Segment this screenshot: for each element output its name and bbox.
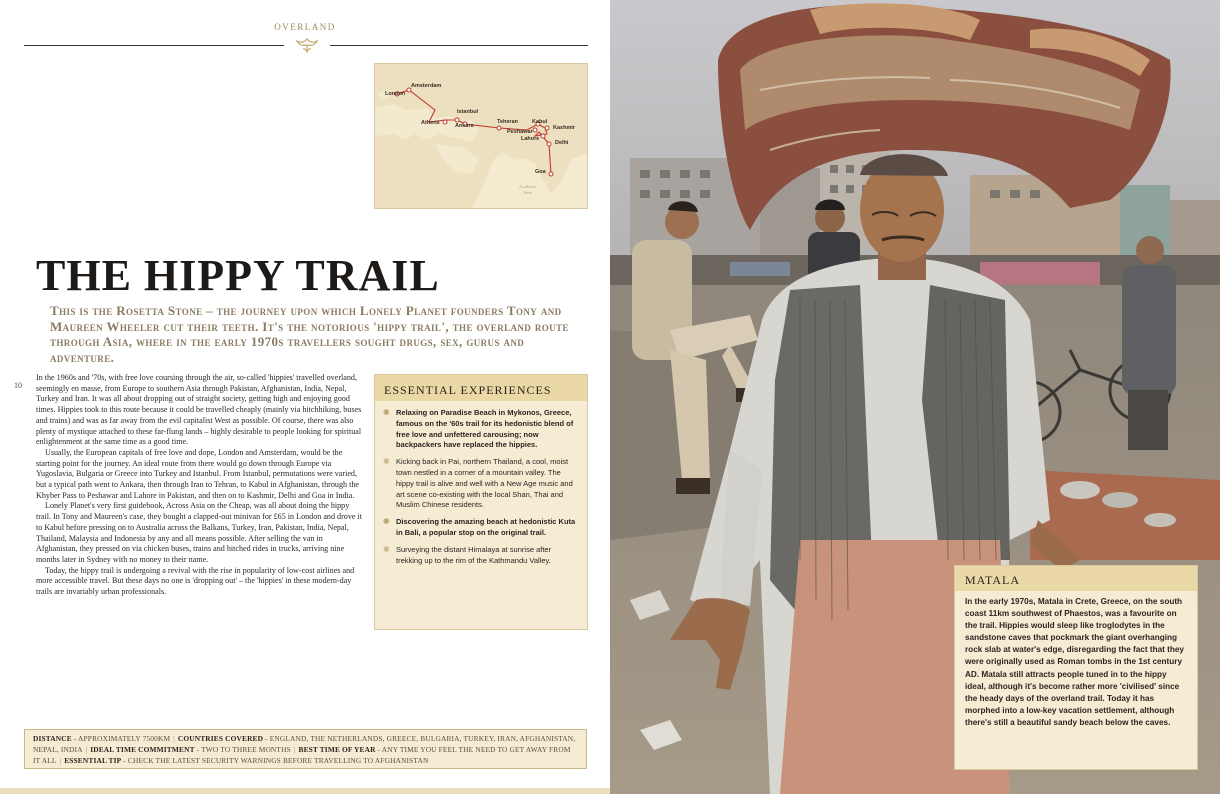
map-label-london: London xyxy=(385,91,406,97)
experience-text: Surveying the distant Himalaya at sunrise after trekking up to the rim of the Kathmandu Valley. xyxy=(396,544,552,565)
body-paragraph-1: In the 1960s and '70s, with free love coursing through the air, so-called 'hippies' travelled overland, seemingly en masse, from Europe to southern Asia through Pakistan, Afghanistan, India, Nepal, Turkey and Iran. It was all about dropping out of straight society, getting high and enjoying good times. Hippies took to this route because it could be travelled cheaply (mainly via hitchhiking, buses and trains) and was as far away from the evil capitalist West as possible. Of course, there was also plenty of mystique attached to these far-flung lands – highly desirable to people looking for spiritual enlightenment at the same time as a good time. xyxy=(36,373,362,447)
fact-best-time-label: BEST TIME OF YEAR xyxy=(298,744,376,754)
bullet-icon: ❋ xyxy=(383,457,390,467)
map-label-lahore: Lahore xyxy=(521,136,540,142)
map-graphic xyxy=(375,64,588,209)
essential-experiences-heading: ESSENTIAL EXPERIENCES xyxy=(375,375,587,401)
map-label-istanbul: Istanbul xyxy=(457,109,479,115)
header-rule-left xyxy=(24,45,284,46)
fact-distance-label: DISTANCE xyxy=(33,734,72,743)
map-label-athens: Athens xyxy=(421,120,440,126)
body-paragraph-3: Lonely Planet's very first guidebook, Across Asia on the Cheap, was all about doing the hippy trail. In Tony and Maureen's case, they bought a clapped-out minivan for £65 in London and drove it to Kabul before pressing on to Australia across the Balkans, Turkey, Iran, Pakistan, India, Nepal, Thailand, Malaysia and Indonesia by any and all means possible. After selling the van in Afghanistan, they pressed on via chicken buses, trains and hitched rides in trucks, arriving nine months later in Sydney with no money to their name. xyxy=(36,501,362,564)
fact-separator: | xyxy=(59,755,62,765)
page-title: THE HIPPY TRAIL xyxy=(36,251,440,300)
sea-label-line1: Arabian xyxy=(519,184,537,189)
fact-countries-label: COUNTRIES COVERED xyxy=(177,734,264,743)
fact-separator: | xyxy=(85,744,88,754)
experience-text: Kicking back in Pai, northern Thailand, a cool, moist town nestled in a corner of a mountain valley. The hippy trail is alive and well with a New Age music and art scene co-existing with the local Shan, Thai and Muslim Chinese residents. xyxy=(396,457,573,510)
matala-box xyxy=(954,565,1198,770)
map-label-kashmir: Kashmir xyxy=(553,125,576,131)
map-label-kabul: Kabul xyxy=(532,119,548,125)
experience-item xyxy=(383,517,579,539)
essential-experiences-list xyxy=(375,401,587,566)
matala-text: In the early 1970s, Matala in Crete, Greece, on the south coast 11km southwest of Phaestos, was a favourite on the trail. Hippies would sleep like troglodytes in the sandstone caves that pockmark the giant overhanging rock slab at water's edge, disregarding the fact that they were originally used as Roman tombs in the 1st century AD. Matala still attracts people tuned in to the hippy ideal, although it's become rather more 'civilised' since the heady days of the overland trail. Today it has morphed into a low-key vacation settlement, although there's still a beautiful sandy beach below the caves. xyxy=(965,597,1184,727)
map-label-peshawar: Peshawar xyxy=(507,129,533,135)
fact-distance-value: - APPROXIMATELY 7500KM xyxy=(71,734,171,743)
map-sea-label xyxy=(511,184,545,197)
fact-countries-value: - ENGLAND, THE NETHERLANDS, GREECE, BULGARIA, TURKEY, IRAN, AFGHANISTAN, NEPAL, INDIA xyxy=(33,734,576,754)
page-number: 10 xyxy=(14,381,22,390)
map-label-teheran: Teheran xyxy=(497,119,518,125)
fact-separator: | xyxy=(293,744,296,754)
section-label: OVERLAND xyxy=(274,22,336,32)
map-label-amsterdam: Amsterdam xyxy=(411,83,442,89)
sea-label-line2: Sea xyxy=(524,190,532,196)
body-paragraph-4: Today, the hippy trail is undergoing a revival with the rise in popularity of low-cost airlines and more accessible travel. But these days no one is 'dropping out' – the 'hippies' in these modern-day trails are invariably urban professionals. xyxy=(36,565,355,597)
fact-tip-label: ESSENTIAL TIP xyxy=(64,755,122,765)
experience-text: Discovering the amazing beach at hedonistic Kuta in Bali, a popular stop on the original trail. xyxy=(396,517,576,537)
experience-item xyxy=(383,408,579,451)
fact-time-label: IDEAL TIME COMMITMENT xyxy=(90,744,195,754)
fleuron-ornament-icon xyxy=(294,37,320,55)
experience-text: Relaxing on Paradise Beach in Mykonos, Greece, famous on the '60s trail for its hedonistic blend of free love and unfettered carousing; now backpackers have replaced the hippies. xyxy=(396,408,574,450)
bullet-icon: ❋ xyxy=(383,517,390,527)
fact-tip-value: - CHECK THE LATEST SECURITY WARNINGS BEFORE TRAVELLING TO AFGHANISTAN xyxy=(121,755,429,765)
essential-experiences-box xyxy=(374,374,588,630)
experience-item xyxy=(383,545,579,567)
route-map xyxy=(374,63,588,209)
header-rule-right xyxy=(330,45,588,46)
fact-best-time-value: - ANY TIME YOU FEEL THE NEED TO GET AWAY FROM IT ALL xyxy=(33,744,571,765)
facts-bar xyxy=(24,729,587,769)
body-text xyxy=(36,373,362,598)
bottom-strip xyxy=(0,788,610,794)
matala-heading: MATALA xyxy=(955,566,1197,591)
map-label-goa: Goa xyxy=(535,169,546,175)
fact-separator: | xyxy=(173,734,175,743)
experience-item xyxy=(383,457,579,511)
fact-time-value: - TWO TO THREE MONTHS xyxy=(194,744,291,754)
body-paragraph-2: Usually, the European capitals of free love and dope, London and Amsterdam, would be the starting point for the journey. An ideal route from there would go down through Europe via Yugoslavia, Bulgaria or Greece into Turkey and Istanbul. From Istanbul, permutations were varied, but a typical path went to Ankara, then through Iran to Tehran, to Kabul in Afghanistan, through the Khyber Pass to Peshawar and Lahore in Pakistan, and then on to Kashmir, Delhi and Goa in India. xyxy=(36,447,359,500)
right-page xyxy=(610,0,1220,794)
bullet-icon: ❋ xyxy=(383,544,390,554)
standfirst: This is the Rosetta Stone – the journey upon which Lonely Planet founders Tony and Maureen Wheeler cut their teeth. It's the notorious 'hippy trail', the overland route through Asia, where in the early 1970s travellers sought drugs, sex, gurus and adventure. xyxy=(50,303,569,365)
map-label-ankara: Ankara xyxy=(455,123,474,129)
map-label-delhi: Delhi xyxy=(555,140,569,146)
bullet-icon: ❋ xyxy=(383,408,390,417)
